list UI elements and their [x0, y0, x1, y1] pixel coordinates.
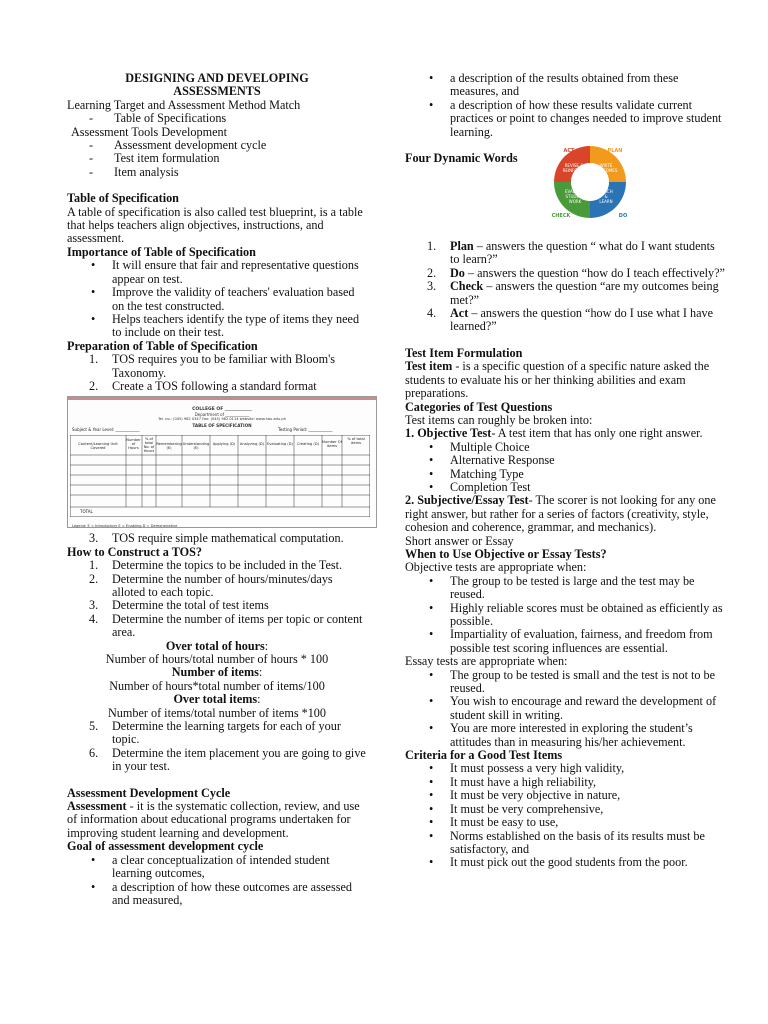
- list-item: 1. Plan – answers the question “ what do I want students to learn?”: [427, 239, 715, 267]
- list-item: 2. Determine the number of hours/minutes/days alloted to each topic.: [89, 571, 333, 599]
- list-item: • a description of how these outcomes are assessed and measured,: [67, 881, 367, 908]
- section-line-1: Learning Target and Assessment Method Match: [67, 97, 301, 112]
- objective-when-intro: Objective tests are appropriate when:: [405, 560, 587, 575]
- test-item-definition: Test item - is a specific question of a specific nature asked the students to evaluate his or her thinking abilities and exam preparations.: [405, 359, 710, 401]
- categories-intro: Test items can roughly be broken into:: [405, 412, 593, 427]
- list-item: • Improve the validity of teachers' evaluation based on the test constructed.: [67, 286, 367, 313]
- formula-line: Number of hours/total number of hours * 100: [105, 652, 329, 666]
- tos-col-header: Number Of items: [322, 440, 342, 449]
- tos-col-header: Understanding (E): [182, 442, 210, 451]
- plan-do-check-act-cycle-diagram: [535, 140, 645, 224]
- list-item: 1. Determine the topics to be included in the Test.: [89, 558, 343, 573]
- list-item: • Norms established on the basis of its results must be satisfactory, and: [405, 830, 725, 857]
- formula-head: Over total of hours:: [165, 638, 269, 653]
- doc-title-line1: DESIGNING AND DEVELOPING: [125, 71, 309, 85]
- goal-list-cont: [405, 72, 725, 139]
- cycle-quadrant-text: EVALUATE: [564, 189, 586, 195]
- formula-head: Over total items:: [173, 692, 261, 707]
- cycle-quadrant-text: WRITE: [599, 163, 613, 169]
- objective-test-definition: 1. Objective Test- A test item that has only one right answer.: [405, 426, 703, 441]
- list-item: - Table of Specifications: [67, 112, 367, 125]
- tos-col-header: Analyzing (D): [239, 442, 265, 447]
- list-item: 4. Determine the number of items per topic or content area.: [89, 611, 363, 640]
- section-line-2: Assessment Tools Development: [71, 124, 227, 139]
- howto-list-cont: [67, 720, 367, 774]
- tos-total-label: TOTAL: [80, 509, 93, 515]
- tos-body: A table of specification is also called test blueprint, is a table that helps teachers align objectives, instructions, and assessment.: [67, 204, 363, 246]
- list-item: • It must be very objective in nature,: [405, 789, 725, 802]
- subjective-test-definition: 2. Subjective/Essay Test- The scorer is not looking for any one right answer, but rather for a series of factors (creativity, style, cohesion and coherence, grammar, and mechanics).: [405, 493, 716, 535]
- header-band: [68, 397, 376, 400]
- cycle-quadrant-text: REINFORCE: [562, 168, 586, 174]
- list-item: 3. Determine the total of test items: [89, 598, 269, 613]
- list-item: • Highly reliable scores must be obtained as efficiently as possible.: [405, 602, 725, 629]
- importance-heading: Importance of Table of Specification: [67, 244, 256, 259]
- tos-legend: Legend: E = Introductory E = Enabling D = Demonstrative: [72, 524, 178, 529]
- short-answer-line: Short answer or Essay: [405, 533, 514, 548]
- tos-dept: Department of ____________: [194, 412, 250, 418]
- cycle-label-do: DO: [618, 213, 628, 220]
- cycle-quadrant-text: STUDENT: [565, 194, 585, 200]
- formula-line: Number of hours*total number of items/100: [109, 678, 325, 693]
- four-dynamic-words-block: [405, 148, 725, 240]
- essay-when-intro: Essay tests are appropriate when:: [405, 654, 568, 669]
- formula-head: Number of items:: [171, 665, 263, 680]
- list-item: • You wish to encourage and reward the development of student skill in writing.: [405, 695, 725, 722]
- list-item: • It will ensure that fair and representative questions appear on test.: [67, 259, 367, 286]
- preparation-list: [67, 353, 367, 393]
- tos-col-header: % of total No. of Hours: [143, 437, 155, 454]
- tos-period: Testing Period: ____________: [278, 427, 333, 433]
- list-item: • It must possess a very high validity,: [405, 762, 725, 775]
- list-item: 3. TOS require simple mathematical computation.: [89, 531, 344, 546]
- list-item: • It must be very comprehensive,: [405, 803, 725, 816]
- importance-list: [67, 259, 367, 339]
- list-item: • a description of the results obtained from these measures, and: [405, 72, 725, 99]
- tos-col-header: Applying (D): [212, 442, 236, 447]
- preparation-heading: Preparation of Table of Specification: [67, 338, 258, 353]
- cycle-label-act: ACT: [563, 148, 575, 155]
- list-item: - Test item formulation: [67, 152, 367, 165]
- list-item: • Completion Test: [405, 481, 725, 494]
- howto-heading: How to Construct a TOS?: [67, 544, 202, 559]
- cycle-quadrant-text: LEARN: [599, 199, 613, 205]
- list-item: • Matching Type: [405, 468, 725, 481]
- tif-heading: Test Item Formulation: [405, 345, 523, 360]
- left-column: [67, 72, 367, 907]
- list-item: • Multiple Choice: [405, 441, 725, 454]
- doc-title-line2: ASSESSMENTS: [173, 84, 261, 99]
- tos-col-header: Creating (D): [296, 442, 319, 447]
- formula-line: Number of items/total number of items *100: [108, 705, 326, 720]
- list-item: • a clear conceptualization of intended student learning outcomes,: [67, 854, 367, 881]
- cycle-heading: Assessment Development Cycle: [67, 785, 231, 800]
- cycle-quadrant-text: OUTCOMES: [594, 168, 618, 174]
- tos-college: COLLEGE OF ____________: [192, 407, 252, 413]
- goal-heading: Goal of assessment development cycle: [67, 839, 264, 854]
- list-item: - Item analysis: [67, 166, 367, 179]
- criteria-list: [405, 762, 725, 869]
- cycle-label-check: CHECK: [551, 213, 571, 220]
- cycle-quadrant-text: WORK: [568, 199, 582, 205]
- list-item: • Impartiality of evaluation, fairness, and freedom from possible test scoring influences are essential.: [405, 628, 725, 655]
- dash-list-2: [67, 139, 367, 179]
- objective-when-list: [405, 575, 725, 655]
- categories-heading: Categories of Test Questions: [405, 399, 553, 414]
- list-item: • The group to be tested is small and the test is not to be reused.: [405, 669, 725, 696]
- four-dynamic-words-label: Four Dynamic Words: [405, 151, 518, 166]
- dynamic-words-list: [405, 240, 725, 334]
- tos-sample-table-image: [67, 396, 377, 528]
- preparation-list-cont: [67, 532, 367, 545]
- tos-title: TABLE OF SPECIFICATION: [192, 423, 252, 429]
- objective-types-list: [405, 441, 725, 495]
- tos-col-header: Number of Hours: [126, 438, 141, 451]
- list-item: • The group to be tested is large and the test may be reused.: [405, 575, 725, 602]
- tos-subject: Subject & Year Level: ____________: [72, 427, 140, 433]
- tos-heading: Table of Specification: [67, 191, 179, 206]
- cycle-quadrant-text: REVISE &: [564, 163, 584, 169]
- list-item: • It must be easy to use,: [405, 816, 725, 829]
- when-heading: When to Use Objective or Essay Tests?: [405, 546, 607, 561]
- list-item: 5. Determine the learning targets for each of your topic.: [89, 719, 341, 747]
- list-item: • Helps teachers identify the type of items they need to include on their test.: [67, 313, 367, 340]
- cycle-quadrant-text: &: [604, 194, 608, 200]
- tos-col-header: Remembering (E): [156, 442, 182, 451]
- essay-when-list: [405, 669, 725, 749]
- assessment-definition: Assessment - it is the systematic collection, review, and use of information about educational programs undertaken for improving student learning and development.: [67, 799, 360, 840]
- list-item: 4. Act – answers the question “how do I use what I have learned?”: [427, 306, 713, 334]
- list-item: 2. Do – answers the question “how do I teach effectively?”: [427, 265, 725, 280]
- list-item: • You are more interested in exploring the student’s attitudes than in measuring his/her achievement.: [405, 722, 725, 749]
- list-item: 3. Check – answers the question “are my outcomes being met?”: [427, 279, 719, 307]
- list-item: 1. TOS requires you to be familiar with Bloom's Taxonomy.: [89, 352, 336, 380]
- right-column: [405, 72, 725, 870]
- tos-contact: Tel. no.: (045) 982 0347 Fax: (045) 982 0114 website: www.hau.edu.ph: [158, 417, 286, 422]
- list-item: • Alternative Response: [405, 454, 725, 467]
- goal-list: [67, 854, 367, 908]
- dash-list-1: [67, 112, 367, 125]
- howto-list: [67, 559, 367, 639]
- tos-col-header: Content/Learning Unit Covered: [78, 442, 118, 451]
- criteria-heading: Criteria for a Good Test Items: [405, 748, 563, 763]
- list-item: • It must have a high reliability,: [405, 776, 725, 789]
- cycle-quadrant-text: TEACH: [599, 189, 613, 195]
- tos-col-header: % of total items: [347, 437, 365, 446]
- list-item: 2. Create a TOS following a standard format: [89, 378, 317, 393]
- list-item: - Assessment development cycle: [67, 139, 367, 152]
- cycle-label-plan: PLAN: [607, 148, 623, 155]
- list-item: • a description of how these results validate current practices or point to changes needed to improve student learning.: [405, 99, 725, 139]
- tos-col-header: Evaluating (D): [267, 442, 293, 447]
- list-item: • It must pick out the good students from the poor.: [405, 856, 725, 869]
- list-item: 6. Determine the item placement you are going to give in your test.: [89, 745, 366, 774]
